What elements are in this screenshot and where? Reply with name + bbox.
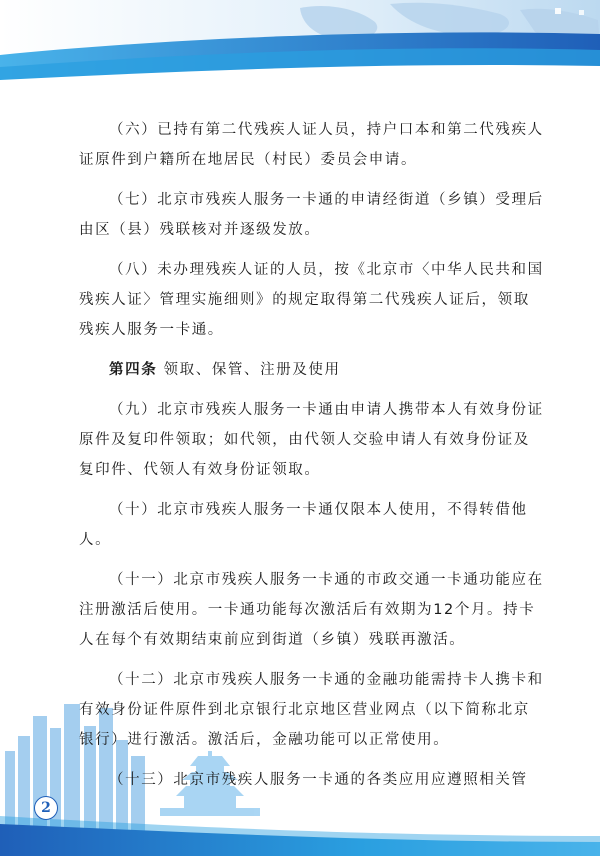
document-body [79,116,545,806]
clause-10: （十）北京市残疾人服务一卡通仅限本人使用，不得转借他人。 [79,502,528,549]
article-4-title: 第四条 [109,362,158,379]
clause-9: （九）北京市残疾人服务一卡通由申请人携带本人有效身份证原件及复印件领取；如代领，由代领人交验申请人有效身份证及复印件、代领人有效身份证领取。 [79,402,544,478]
clause-8: （八）未办理残疾人证的人员，按《北京市〈中华人民共和国残疾人证〉管理实施细则》的规定取得第二代残疾人证后，领取残疾人服务一卡通。 [79,262,544,338]
clause-13: （十三）北京市残疾人服务一卡通的各类应用应遵照相关管 [109,772,528,789]
clause-11: （十一）北京市残疾人服务一卡通的市政交通一卡通功能应在注册激活后使用。一卡通功能每次激活后有效期为12个月。持卡人在每个有效期结束前应到街道（乡镇）残联再激活。 [79,572,544,648]
header-banner [0,0,600,110]
clause-6: （六）已持有第二代残疾人证人员，持户口本和第二代残疾人证原件到户籍所在地居民（村民）委员会申请。 [79,122,544,168]
clause-7: （七）北京市残疾人服务一卡通的申请经街道（乡镇）受理后由区（县）残联核对并逐级发放。 [79,192,544,238]
page-number: 2 [34,796,58,820]
article-4-heading [79,356,545,386]
clause-12: （十二）北京市残疾人服务一卡通的金融功能需持卡人携卡和有效身份证件原件到北京银行北京地区营业网点（以下简称北京银行）进行激活。激活后，金融功能可以正常使用。 [79,672,544,748]
article-4-subject: 领取、保管、注册及使用 [163,362,341,379]
